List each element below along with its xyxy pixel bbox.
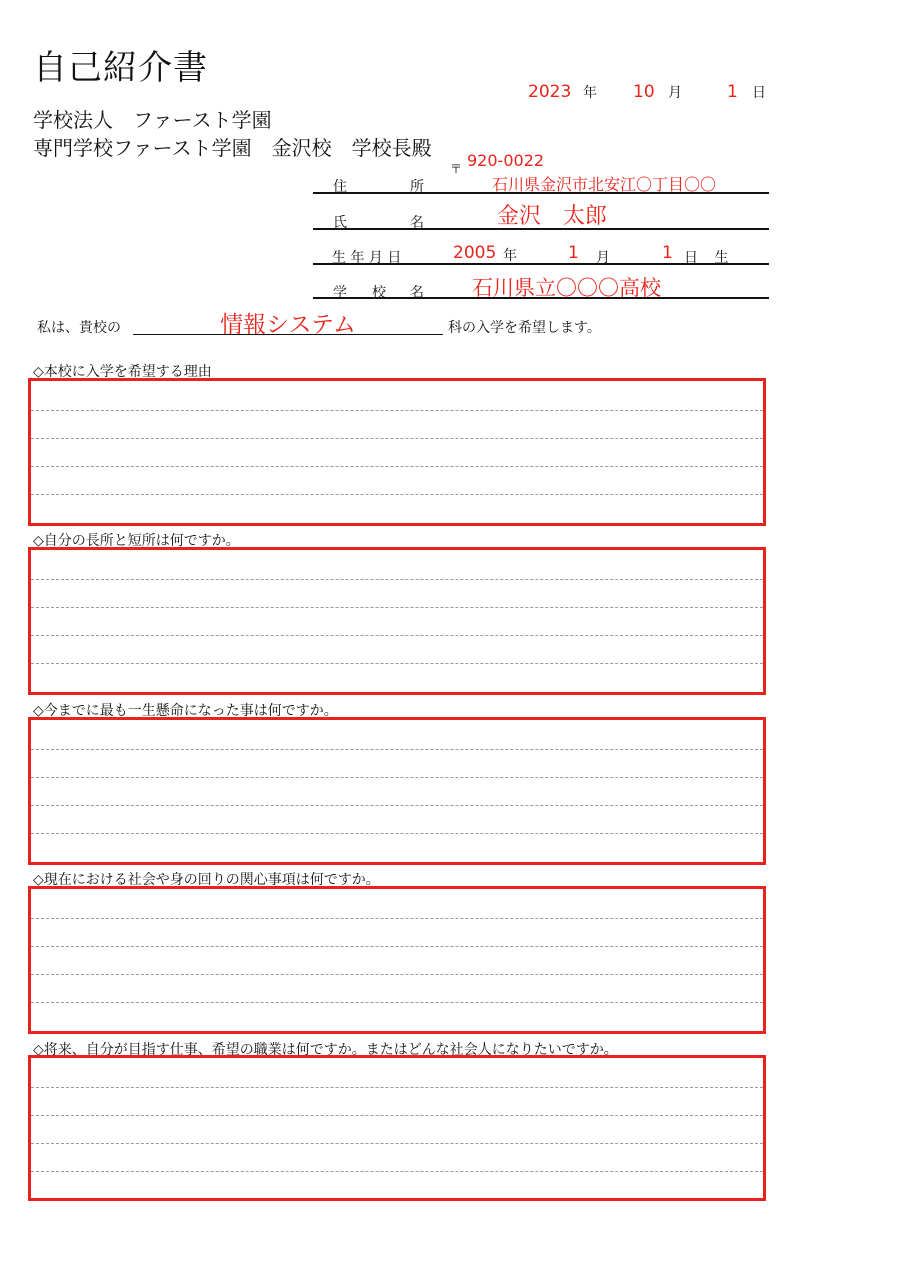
school-label-1: 学 xyxy=(333,285,347,301)
birth-year[interactable]: 2005 xyxy=(453,243,497,263)
date-year[interactable]: 2023 xyxy=(528,82,572,102)
date-day[interactable]: 1 xyxy=(727,82,738,102)
answer-rule xyxy=(31,946,763,947)
school-underline xyxy=(313,297,769,299)
postal-symbol: 〒 xyxy=(450,162,463,176)
answer-rule xyxy=(31,1171,763,1172)
dept-suffix: 科の入学を希望します。 xyxy=(448,320,601,336)
school-label-3: 名 xyxy=(410,285,424,301)
dept-value[interactable]: 情報システム xyxy=(220,312,356,338)
answer-rule xyxy=(31,777,763,778)
answer-rule xyxy=(31,579,763,580)
question-label-2: ◇自分の長所と短所は何ですか。 xyxy=(33,533,240,549)
answer-rule xyxy=(31,494,763,495)
name-label-2: 名 xyxy=(410,215,424,231)
address-label-1: 住 xyxy=(333,179,347,195)
school-label-2: 校 xyxy=(372,285,386,301)
answer-rule xyxy=(31,749,763,750)
school-value[interactable]: 石川県立〇〇〇高校 xyxy=(472,276,661,300)
addressee-line-2: 専門学校ファースト学園 金沢校 学校長殿 xyxy=(33,136,432,160)
answer-box-4[interactable] xyxy=(28,886,766,1034)
name-value[interactable]: 金沢 太郎 xyxy=(497,204,608,229)
answer-box-5[interactable] xyxy=(28,1055,766,1201)
answer-rule xyxy=(31,974,763,975)
answer-rule xyxy=(31,410,763,411)
birth-month[interactable]: 1 xyxy=(568,243,579,263)
answer-rule xyxy=(31,635,763,636)
name-underline xyxy=(313,228,769,230)
postal-code[interactable]: 920-0022 xyxy=(467,151,545,170)
question-label-5: ◇将来、自分が目指す仕事、希望の職業は何ですか。またはどんな社会人になりたいですか。 xyxy=(33,1042,618,1058)
answer-box-1[interactable] xyxy=(28,378,766,526)
answer-rule xyxy=(31,1143,763,1144)
answer-rule xyxy=(31,438,763,439)
answer-rule xyxy=(31,1115,763,1116)
birth-month-unit: 月 xyxy=(596,250,610,266)
answer-rule xyxy=(31,607,763,608)
date-month-unit: 月 xyxy=(668,85,682,101)
answer-rule xyxy=(31,1002,763,1003)
date-month[interactable]: 10 xyxy=(633,82,655,102)
addressee-line-1: 学校法人 ファースト学園 xyxy=(33,108,272,132)
question-label-3: ◇今までに最も一生懸命になった事は何ですか。 xyxy=(33,703,338,719)
question-label-1: ◇本校に入学を希望する理由 xyxy=(33,364,212,380)
answer-rule xyxy=(31,918,763,919)
date-year-unit: 年 xyxy=(583,85,597,101)
answer-box-3[interactable] xyxy=(28,717,766,865)
address-label-2: 所 xyxy=(410,179,424,195)
date-day-unit: 日 xyxy=(752,85,766,101)
name-label-1: 氏 xyxy=(333,215,347,231)
answer-box-2[interactable] xyxy=(28,547,766,695)
birth-day[interactable]: 1 xyxy=(662,243,673,263)
address-value[interactable]: 石川県金沢市北安江〇丁目〇〇 xyxy=(492,175,717,194)
page-title: 自己紹介書 xyxy=(33,48,208,88)
answer-rule xyxy=(31,833,763,834)
answer-rule xyxy=(31,805,763,806)
dept-underline xyxy=(133,334,443,335)
answer-rule xyxy=(31,663,763,664)
address-underline xyxy=(313,192,769,194)
question-label-4: ◇現在における社会や身の回りの関心事項は何ですか。 xyxy=(33,872,380,888)
answer-rule xyxy=(31,1087,763,1088)
answer-rule xyxy=(31,466,763,467)
birth-underline xyxy=(313,263,769,265)
birth-day-unit: 日 生 xyxy=(684,250,735,266)
birth-year-unit: 年 xyxy=(503,248,517,264)
birth-label: 生 年 月 日 xyxy=(332,250,402,266)
dept-prefix: 私は、貴校の xyxy=(37,320,121,336)
